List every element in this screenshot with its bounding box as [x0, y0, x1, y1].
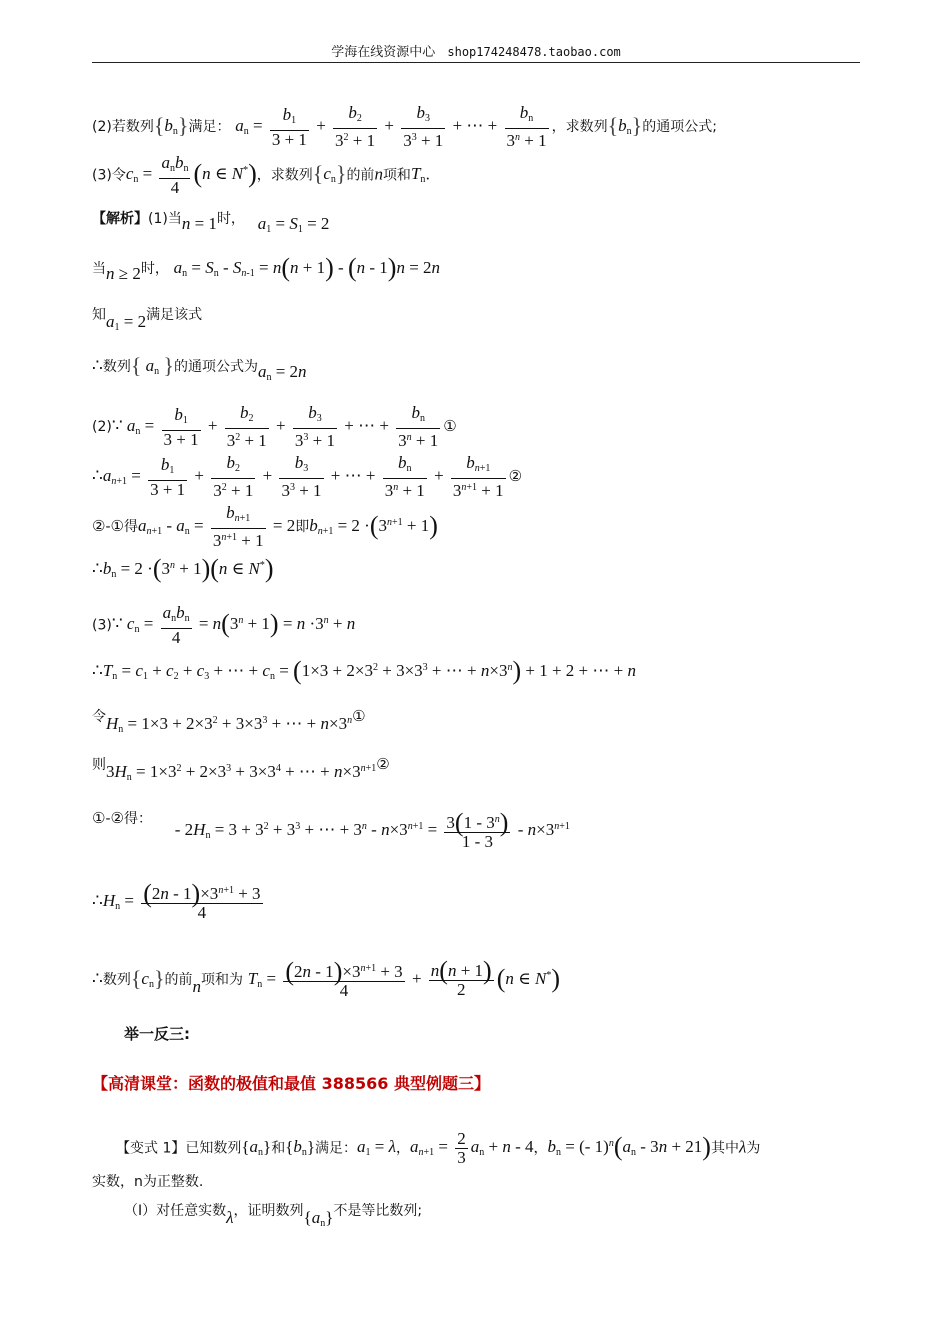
- solution-line-4: ∴数列{ $a_n$ }的通项公式为$a_n = 2n$: [92, 353, 307, 383]
- solution-3-cn: (3)∵ $c_n$ = $a_nb_n$ 4 = $n(3^n + 1) = n \cdot 3^n + n$: [92, 603, 356, 647]
- solution-3-tn: $\therefore T_n = c_1 + c_2 + c_3$ + ⋯ + $c_n = (1\times 3 + 2\times 3^2 + 3\times 3^3$ + ⋯ + $n\times 3^n) + 1 + 2$ + ⋯ + n: [92, 656, 636, 685]
- solution-3-3hn: 则$3H_n = 1\times 3^2 + 2\times 3^3 + 3\times 3^4$ + ⋯ + $n\times 3^{n+1}②$: [92, 755, 390, 783]
- solution-line-3: 知$a_1 = 2$满足该式: [92, 307, 203, 333]
- question-3: (3)令$c_n$ = $a_nb_n$ 4 (n ∈ N*)，求数列$\{c_n\}$的前n项和$T_n$.: [92, 153, 431, 197]
- solution-line-2: 当n ≥ 2时， $a_n = S_n - S_{n-1} = n(n + 1) - (n - 1)n = 2n$: [92, 253, 441, 283]
- solution-2-eq2: $\therefore a_{n+1}$ = $\frac{b_1}{3 + 1}$ + $\frac{b_2}{3^2 + 1}$ + $\frac{b_3}{3^3 + 1}$ + ⋯ + $\frac{b_n}{3^n + 1}$ + $\frac{b_{n+1}}{3^{n+1} + 1}$ ②: [92, 453, 523, 500]
- header-title: 学海在线资源中心: [331, 45, 436, 60]
- variant-1-line-1: 【变式 1】已知数列$\{a_n\}$和$\{b_n\}$满足：$a_1 = \lambda$，$a_{n+1}$ = $\frac{2}{3}$ $a_n + n - 4$，$b_n$ = (- $1)^n(a_n - 3n + 21)$其中λ为: [116, 1129, 761, 1167]
- question-2: (2)若数列$\{b_n\}$满足： $a_n$ = $\frac{b_1}{3 + 1}$ + $\frac{b_2}{3^2 + 1}$ + $\frac{b_3}{3^3 + 1}$ + ⋯ + $\frac{b_n}{3^n + 1}$ ，求数列$\{b_n\}$的通项公式;: [92, 103, 717, 150]
- solution-3-hn-result: $\therefore H_n$ = $\frac{(2n - 1)\times 3^{n+1} + 3}{4}$: [92, 879, 261, 922]
- solution-3-final: ∴数列$\{c_n\}$的前n项和为 $T_n$ = $\frac{(2n - 1)\times 3^{n+1} + 3}{4}$ + $\frac{n(n + 1)}{2}$ (n ∈ N*): [92, 955, 560, 1000]
- solution-2-result: $\therefore b_n = 2 \cdot(3^n + 1)(n$ ∈ N*): [92, 554, 274, 583]
- solution-3-hn: 令$H_n = 1\times 3 + 2\times 3^2 + 3\times 3^3$ + ⋯ + $n\times 3^n①$: [92, 707, 366, 735]
- solution-3-subtract: ①-②得： - $2H_n = 3 + 3^2 + 3^3$ + ⋯ + $3^n - n\times 3^{n+1}$ = $\frac{3(1 - 3^n)}{1 - 3}$ - $n\times 3^{n+1}$: [92, 808, 570, 852]
- gaoqing-heading: 【高清课堂：函数的极值和最值 388566 典型例题三】: [92, 1074, 490, 1093]
- juyi-heading: 举一反三:: [124, 1025, 190, 1043]
- solution-1: 【解析】(1)当n = 1时， $a_1 = S_1 = 2$: [92, 211, 330, 235]
- solution-2-eq1: (2)∵ $a_n$ = $\frac{b_1}{3 + 1}$ + $\frac{b_2}{3^2 + 1}$ + $\frac{b_3}{3^3 + 1}$ + ⋯ + $\frac{b_n}{3^n + 1}$ ①: [92, 403, 457, 450]
- header-url: shop174248478.taobao.com: [447, 45, 621, 59]
- variant-1-line-2: 实数，n为正整数.: [92, 1174, 204, 1190]
- jiexi-label: 【解析】: [92, 211, 148, 227]
- variant-label: 【变式 1】: [116, 1140, 186, 1157]
- solution-2-diff: ②-①得$a_{n+1} - a_n$ = $\frac{b_{n+1}}{3^{n+1} + 1}$ = 2即$b_{n+1} = 2 \cdot(3^{n+1} + 1)$: [92, 503, 438, 550]
- page-header: [92, 44, 860, 63]
- variant-1-line-3: （Ⅰ）对任意实数λ，证明数列$\{a_n\}$不是等比数列;: [124, 1203, 423, 1229]
